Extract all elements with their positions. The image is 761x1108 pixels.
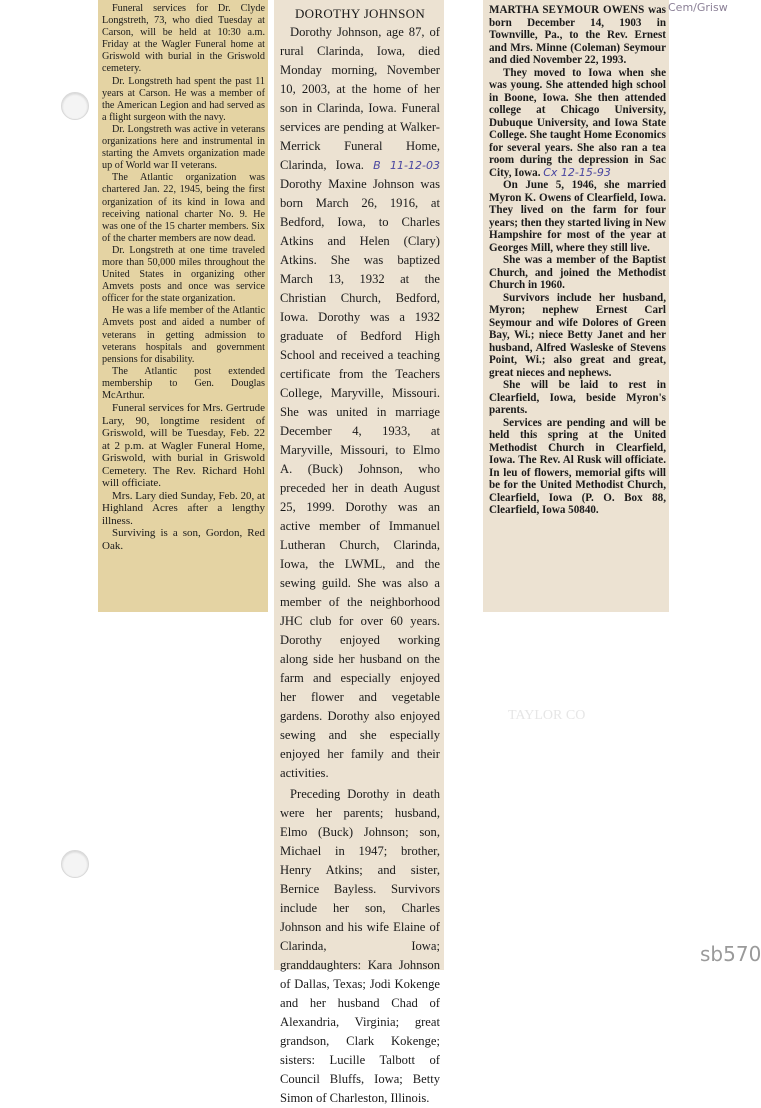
- binder-hole-top: [61, 92, 89, 120]
- obituary-paragraph: On June 5, 1946, she married Myron K. Owens of Clearfield, Iowa. They lived on the farm for four years; then they started living in New Hampshire for most of the year at Georges Mill, where they still live.: [489, 179, 666, 254]
- obituary-paragraph: [280, 23, 440, 783]
- handwritten-cemetery-note: Cem/Grisw: [668, 1, 728, 14]
- obituary-paragraph: She was a member of the Baptist Church, and joined the Methodist Church in 1960.: [489, 254, 666, 291]
- obituary-paragraph: Funeral services for Mrs. Gertrude Lary, 90, longtime resident of Griswold, will be Tuesday, Feb. 22 at 2 p.m. at Wagler Funeral Home, Griswold, with burial in Griswold Cemetery. The Rev. Richard Hohl will officiate.: [102, 402, 265, 490]
- obituary-text: They moved to Iowa when she was young. She attended high school in Boone, Iowa. She then attended college at Chicago University, Dubuque University, and Iowa State College. She taught Home Economics for several years. She also ran a tea room during the depression in Sac City, Iowa.: [489, 66, 666, 179]
- bleed-through-text: TAYLOR CO: [508, 708, 586, 723]
- clipping-martha-seymour-owens: [483, 0, 669, 612]
- obituary-paragraph: [489, 67, 666, 180]
- obituary-paragraph: The Atlantic organization was chartered Jan. 22, 1945, being the first organization of its kind in Iowa and receiving national charter No. 9. He was one of the 15 charter members. Six of the charter members are now dead.: [102, 172, 265, 244]
- obituary-paragraph: Services are pending and will be held this spring at the United Methodist Church in Clearfield, Iowa. The Rev. Al Rusk will officiate. In leu of flowers, memorial gifts will be for the United Methodist Church, Clearfield, Iowa (P. O. Box 88, Clearfield, Iowa 50840.: [489, 416, 666, 516]
- obituary-paragraph: Survivors include her husband, Myron; nephew Ernest Carl Seymour and wife Dolores of Green Bay, Wi.; niece Betty Janet and her husband, Alfred Wasleske of Stevens Point, Wi.; also great and great, great nieces and nephews.: [489, 291, 666, 379]
- obituary-paragraph: Preceding Dorothy in death were her parents; husband, Elmo (Buck) Johnson; son, Michael in 1947; brother, Henry Atkins; and sister, Bernice Bayless. Survivors include her son, Charles Johnson and his wife Elaine of Clarinda, Iowa; granddaughters: Kara Johnson of Dallas, Texas; Jodi Kokenge and her husband Chad of Alexandria, Virginia; great grandson, Clark Kokenge; sisters: Lucille Talbott of Council Bluffs, Iowa; Betty Simon of Charleston, Illinois.: [280, 787, 440, 1105]
- obituary-paragraph: Funeral services for Dr. Clyde Longstreth, 73, who died Tuesday at Carson, will be held at 10:30 a.m. Friday at the Wagler Funeral home at Griswold with burial in the Griswold cemetery.: [102, 3, 265, 75]
- obituary-heading: DOROTHY JOHNSON: [294, 6, 426, 21]
- obituary-paragraph: MARTHA SEYMOUR OWENS was born December 14, 1903 in Townville, Pa., to the Rev. Ernest and Mrs. Minne (Coleman) Seymour and died November 22, 1993.: [489, 4, 666, 66]
- binder-hole-bottom: [61, 850, 89, 878]
- clipping-dorothy-johnson: [274, 0, 444, 1105]
- handwritten-date-note: B 11-12-03: [373, 159, 440, 172]
- obituary-paragraph: Surviving is a son, Gordon, Red Oak.: [102, 527, 265, 552]
- obituary-paragraph: Mrs. Lary died Sunday, Feb. 20, at Highland Acres after a lengthy illness.: [102, 489, 265, 527]
- handwritten-date-note: Cx 12-15-93: [543, 165, 611, 179]
- obituary-paragraph: Dr. Longstreth at one time traveled more than 50,000 miles throughout the United States in organizing other Amvets posts and once was service officer for the state organization.: [102, 244, 265, 305]
- obituary-text: Dorothy Maxine Johnson was born March 26, 1916, at Bedford, Iowa, to Charles Atkins and Helen (Clary) Atkins. She was baptized March 13, 1932 at the Christian Church, Bedford, Iowa. Dorothy was a 1932 graduate of Bedford High School and received a teaching certificate from the Teachers College, Maryville, Missouri. She was united in marriage December 4, 1933, at Maryville, Missouri, to Elmo A. (Buck) Johnson, who preceded her in death August 25, 1999. Dorothy was an active member of Immanuel Lutheran Church, Clarinda, Iowa, the LWML, and the sewing guild. She was also a member of the neighborhood JHC club for over 60 years. Dorothy enjoyed working along side her husband on the farm and especially enjoyed her flower and vegetable gardens. Dorothy also enjoyed sewing and she especially enjoyed her family and their activities.: [280, 177, 440, 780]
- obituary-paragraph: The Atlantic post extended membership to Gen. Douglas McArthur.: [102, 365, 265, 401]
- handwritten-page-number: sb570: [700, 942, 761, 966]
- clipping-longstreth-lary: [98, 0, 268, 612]
- obituary-paragraph: He was a life member of the Atlantic Amvets post and aided a number of veterans in getting admission to veterans hospitals and government pensions for disability.: [102, 305, 265, 365]
- obituary-text: Dorothy Johnson, age 87, of rural Clarinda, Iowa, died Monday morning, November 10, 2003, at the home of her son in Clarinda, Iowa. Funeral services are pending at Walker-Merrick Funeral Home, Clarinda, Iowa.: [280, 25, 440, 172]
- obituary-paragraph: She will be laid to rest in Clearfield, Iowa, beside Myron's parents.: [489, 379, 666, 416]
- obituary-paragraph: Dr. Longstreth had spent the past 11 years at Carson. He was a member of the American Legion and had served as a flight surgeon with the navy.: [102, 75, 265, 123]
- obituary-paragraph: Dr. Longstreth was active in veterans organizations here and instrumental in starting the Amvets organization made up of World war II veterans.: [102, 123, 265, 172]
